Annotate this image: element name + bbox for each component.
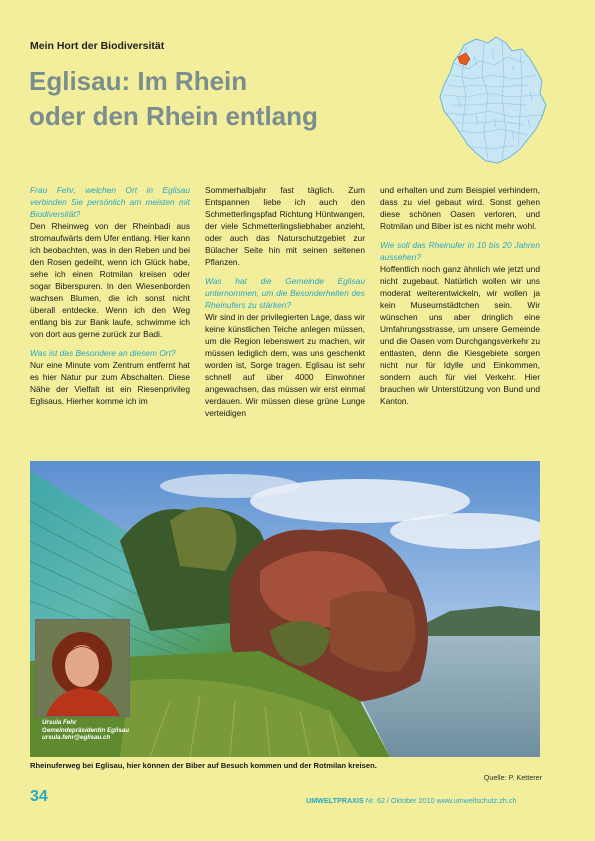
page-number: 34 — [30, 788, 48, 805]
footer-url[interactable]: www.umweltschutz.zh.ch — [436, 796, 517, 805]
answer-2: Nur eine Minute vom Zentrum entfernt hat es hier Natur pur zum Abschalten. Diese Nähe der Vielfalt ist ein Riesenprivileg Eglisaus. Hierher komme ich im — [30, 360, 190, 406]
photo-credit: Quelle: P. Ketterer — [483, 773, 542, 782]
question-1: Frau Fehr, welchen Ort in Eglisau verbinden Sie persönlich am meisten mit Biodiversität? — [30, 185, 190, 219]
title-line-2: oder den Rhein entlang — [29, 101, 318, 131]
photo-caption: Rheinuferweg bei Eglisau, hier können der Biber auf Besuch kommen und der Rotmilan kreisen. — [30, 761, 377, 770]
answer-4: Hoffentlich noch ganz ähnlich wie jetzt und nicht zugebaut. Natürlich wollen wir uns moderat weiterentwickeln, wir wollen ja kein Museumstädtchen sein. Wir wünschen uns aber dringlich eine Umfahrungsstrasse, um unsere Gemeinde und die Oasen vom Durchgangsverkehr zu entlasten, denn die Kiesgebiete sorgen nicht nur für Idylle und Einkommen, sondern auch für viel Verkehr. Hier brauchen wir Unterstützung von Bund und Kanton. — [380, 264, 540, 406]
question-4: Wie soll das Rheinufer in 10 bis 20 Jahren aussehen? — [380, 240, 540, 262]
kicker: Mein Hort der Biodiversität — [30, 40, 165, 52]
answer-2-continued: Sommerhalbjahr fast täglich. Zum Entspannen liebe ich auch den Schmetterlingspfad Richtung Hüntwangen, der viele Schmetterlingsliebhaber anzieht, oder auch das Naturschutzgebiet zur Bülacher Seite hin mit seinen seltenen Pflanzen. — [205, 185, 365, 267]
answer-1: Den Rheinweg von der Rheinbadi aus stromaufwärts dem Ufer entlang. Hier kann ich beobachten, was in den Reben und bei den Rosen gedeiht, wenn ich Glück habe, sehe ich einen Rotmilan kreisen oder sogar Biberspuren. In den Wiesenborden wachsen Blumen, die ich sonst nicht überall entdecke. Wenn ich den Weg entlang bis zur Bank laufe, schwimme ich von dort aus gerne zurück zur Badi. — [30, 221, 190, 339]
page-title — [29, 64, 409, 134]
question-2: Was ist das Besondere an diesem Ort? — [30, 348, 176, 358]
question-3: Was hat die Gemeinde Eglisau unternommen, um die Besonderheiten des Rheinufers zu stärken? — [205, 276, 365, 310]
column-1 — [30, 184, 190, 414]
footer — [306, 796, 516, 805]
issue-info: Nr. 62 / Oktober 2010 — [365, 796, 435, 805]
answer-3-continued: und erhalten und zum Beispiel verhindern, dass zu viel gebaut wird. Sonst gehen diese schönen Oasen verloren, und Rotmilan und Biber ist es nicht mehr wohl. — [380, 185, 540, 231]
column-3 — [380, 184, 540, 414]
portrait-role: Gemeindepräsidentin Eglisau — [42, 726, 129, 734]
answer-3: Wir sind in der privilegierten Lage, dass wir keine künstlichen Teiche anlegen müssen, um die Region lebenswert zu machen, wir müssen lediglich dem, was uns geschenkt worden ist, Sorge tragen. Eglisau ist sehr schnell auf über 4000 Einwohner angewachsen, das müssen wir erst einmal verdauen. Wir müssen diese grüne Lunge verteidigen — [205, 312, 365, 418]
portrait-name: Ursula Fehr — [42, 719, 77, 726]
canton-map — [432, 35, 552, 167]
title-line-1: Eglisau: Im Rhein — [29, 66, 248, 96]
magazine-name: UMWELTPRAXIS — [306, 796, 364, 805]
column-2 — [205, 184, 365, 426]
portrait-email: ursula.fehr@eglisau.ch — [42, 734, 111, 742]
portrait-photo — [35, 619, 130, 717]
portrait-caption — [42, 719, 152, 742]
